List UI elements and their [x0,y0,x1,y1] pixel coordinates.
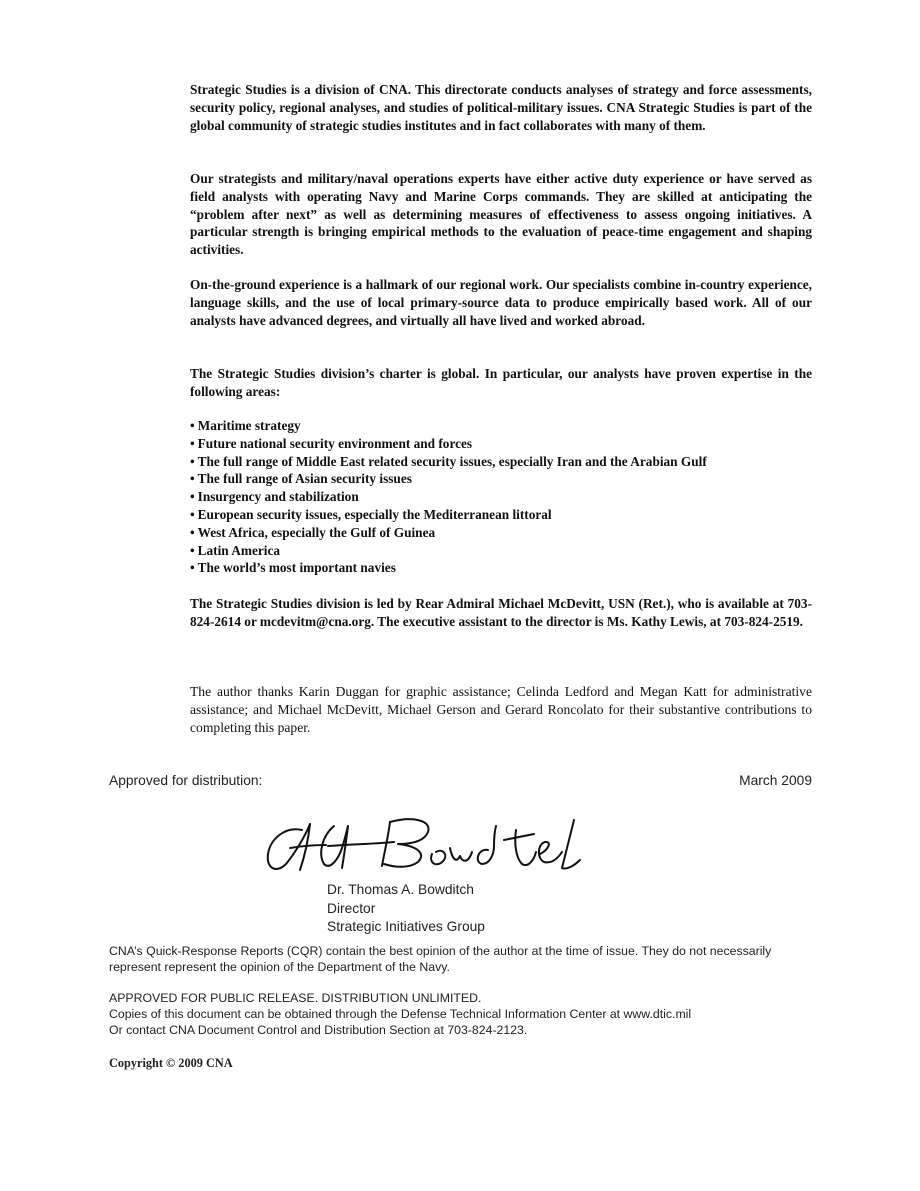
charter-paragraph: The Strategic Studies division’s charter is global. In particular, our analysts have proven expertise in the following areas: [190,366,812,399]
list-item: • West Africa, especially the Gulf of Guinea [190,524,830,542]
signature [262,812,592,884]
list-item: • The world’s most important navies [190,559,830,577]
list-item: • Future national security environment and forces [190,435,830,453]
list-item: • Latin America [190,542,830,560]
signer-title: Director [327,900,376,916]
signer-block [327,881,485,937]
list-item: • The full range of Asian security issues [190,470,830,488]
approval-date: March 2009 [739,773,812,788]
list-item: • Maritime strategy [190,417,830,435]
regional-work-paragraph: On-the-ground experience is a hallmark of our regional work. Our specialists combine in-country experience, language skills, and the use of local primary-source data to produce empirically based work. All of our analysts have advanced degrees, and virtually all have lived and worked abroad. [190,277,812,328]
approved-label: Approved for distribution: [109,773,263,788]
copyright-notice: Copyright © 2009 CNA [109,1056,233,1070]
expertise-list [190,417,830,577]
dtic-copies-line: Copies of this document can be obtained through the Defense Technical Information Center at www.dtic.mil [109,1007,692,1021]
acknowledgment-paragraph: The author thanks Karin Duggan for graphic assistance; Celinda Ledford and Megan Katt for administrative assistance; and Michael McDevitt, Michael Gerson and Gerard Roncolato for their substantive contributions to completing this paper. [190,684,812,735]
cqr-disclaimer: CNA’s Quick-Response Reports (CQR) contain the best opinion of the author at the time of issue. They do not necessarily represent represent the opinion of the Department of the Navy. [109,944,772,974]
strategists-paragraph: Our strategists and military/naval operations experts have either active duty experience or have served as field analysts with operating Navy and Marine Corps commands. They are skilled at anticipating the “problem after next” as well as determining measures of effectiveness to assess ongoing initiatives. A particular strength is bringing empirical methods to the evaluation of peace-time engagement and shaping activities. [190,171,812,258]
release-statement: APPROVED FOR PUBLIC RELEASE. DISTRIBUTION UNLIMITED. [109,991,482,1005]
signer-name: Dr. Thomas A. Bowditch [327,882,474,897]
signer-group: Strategic Initiatives Group [327,919,485,934]
leadership-paragraph: The Strategic Studies division is led by Rear Admiral Michael McDevitt, USN (Ret.), who is available at 703-824-2614 or mcdevitm@cna.org. The executive assistant to the director is Ms. Kathy Lewis, at 703-824-2519. [190,596,812,629]
list-item: • The full range of Middle East related security issues, especially Iran and the Arabian Gulf [190,453,830,471]
release-notice [109,990,815,1038]
intro-paragraph: Strategic Studies is a division of CNA. This directorate conducts analyses of strategy and force assessments, security policy, regional analyses, and studies of political-military issues. CNA Strategic Studies is part of the global community of strategic studies institutes and in fact collaborates with many of them. [190,82,812,133]
cna-contact-line: Or contact CNA Document Control and Distribution Section at 703-824-2123. [109,1023,528,1037]
list-item: • Insurgency and stabilization [190,488,830,506]
list-item: • European security issues, especially the Mediterranean littoral [190,506,830,524]
signature-text: Bowditch [262,812,266,813]
